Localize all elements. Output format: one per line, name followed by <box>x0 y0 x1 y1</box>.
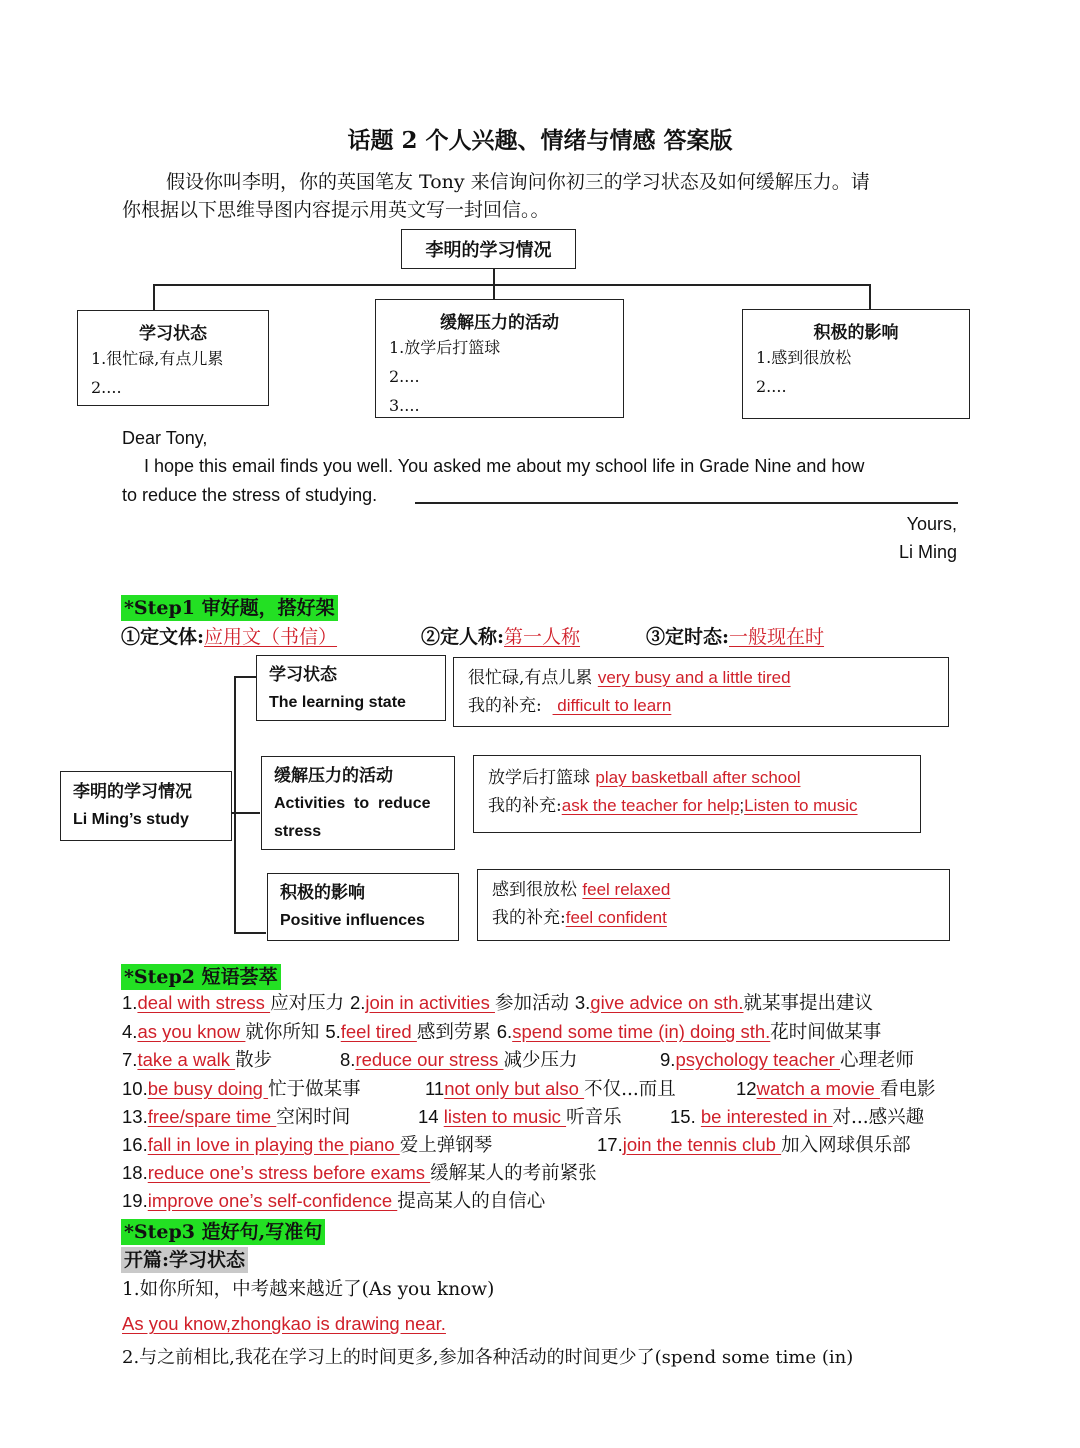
mindmap-box-influence <box>742 309 970 419</box>
given-en: feel relaxed <box>582 880 671 899</box>
phrase-part: 7. <box>122 1049 138 1070</box>
phrase-part: as you know <box>137 1021 246 1042</box>
phrase-part: give advice on sth. <box>590 992 744 1013</box>
phrase-part: not only but also <box>444 1078 585 1099</box>
letter-greeting: Dear Tony, <box>122 428 208 448</box>
add-label: 我的补充: <box>492 908 566 928</box>
phrase-part: 15. <box>670 1106 701 1127</box>
detail-node-state <box>256 655 446 721</box>
phrase-part: 16. <box>122 1134 148 1155</box>
tense-value: 一般现在时 <box>729 626 825 648</box>
step3-answer-1: As you know,zhongkao is drawing near. <box>122 1313 446 1334</box>
phrase-part: 3. <box>574 992 591 1013</box>
section-label: 开篇:学习状态 <box>121 1247 248 1273</box>
given-cn: 很忙碌,有点儿累 <box>468 668 598 688</box>
detail-answer-state <box>453 657 949 727</box>
phrase-part: 8. <box>340 1049 356 1070</box>
add-label: 我的补充: <box>488 796 562 816</box>
phrase-part: 2. <box>349 992 366 1013</box>
box-head: 积极的影响 <box>813 323 899 343</box>
phrase-item <box>122 1103 350 1133</box>
phrase-item <box>425 1075 676 1105</box>
box-line: 2.... <box>756 377 787 396</box>
genre-label: ①定文体: <box>121 626 205 648</box>
answer-added <box>492 904 935 932</box>
add-value-2: Listen to music <box>744 796 858 815</box>
phrase-part: 看电影 <box>879 1079 936 1100</box>
phrase-part: 心理老师 <box>839 1050 914 1071</box>
phrase-part: 4. <box>122 1021 138 1042</box>
phrase-part: 11 <box>425 1078 445 1099</box>
letter-closing: Yours, <box>906 514 957 534</box>
connector-horizontal <box>153 284 871 286</box>
phrase-item <box>350 992 575 1013</box>
phrase-part: 13. <box>122 1106 148 1127</box>
box-line: 1.放学后打篮球 <box>389 338 501 357</box>
phrase-part: 对...感兴趣 <box>832 1107 925 1128</box>
node-cn: 积极的影响 <box>280 883 365 903</box>
detail-node-influence <box>267 873 459 941</box>
phrase-item <box>122 992 350 1013</box>
mindmap-box-state <box>77 310 269 406</box>
phrase-part: be busy doing <box>147 1078 269 1099</box>
letter-signature: Li Ming <box>898 542 957 562</box>
phrase-part: listen to music <box>443 1106 567 1127</box>
detail-root-en: Li Ming’s study <box>73 811 189 828</box>
person-value: 第一人称 <box>504 626 581 648</box>
person-label: ②定人称: <box>421 626 505 648</box>
phrase-part: 减少压力 <box>503 1050 578 1071</box>
phrase-item <box>122 1187 545 1217</box>
answer-given <box>468 664 934 692</box>
step2-header <box>121 962 281 989</box>
bracket-top <box>234 676 256 678</box>
letter-body-2: to reduce the stress of studying. <box>122 485 378 505</box>
answer-blank-line <box>415 502 958 504</box>
phrase-item <box>736 1075 935 1105</box>
mindmap-box-activities <box>375 299 624 418</box>
phrase-part: 9. <box>660 1049 676 1070</box>
box-head: 缓解压力的活动 <box>440 313 559 333</box>
phrase-item <box>122 1131 492 1161</box>
box-head: 学习状态 <box>139 324 207 344</box>
answer-given <box>488 764 906 792</box>
phrase-part: improve one’s self-confidence <box>147 1190 398 1211</box>
node-en: Positive influences <box>280 912 425 929</box>
phrase-part: 18. <box>122 1162 148 1183</box>
phrase-item <box>660 1046 914 1076</box>
step3-section <box>121 1245 248 1272</box>
phrase-part: reduce our stress <box>355 1049 504 1070</box>
phrase-part: 提高某人的自信心 <box>397 1191 546 1212</box>
given-cn: 放学后打篮球 <box>488 768 596 788</box>
phrase-item <box>122 1049 272 1070</box>
detail-root-box <box>60 771 232 841</box>
letter-body-1: I hope this email finds you well. You asked me about my school life in Grade Nine and how <box>144 456 865 476</box>
box-line: 1.感到很放松 <box>756 348 852 367</box>
phrase-row <box>122 989 873 1019</box>
detail-answer-influence <box>477 869 950 941</box>
answer-added <box>488 792 906 820</box>
box-line: 2.... <box>389 367 420 386</box>
step1-genre <box>121 622 337 649</box>
phrase-part: 应对压力 <box>270 993 350 1014</box>
step3-question-2: 2.与之前相比,我花在学习上的时间更多,参加各种活动的时间更少了(spend some time (in) <box>122 1347 854 1368</box>
phrase-part: 10. <box>122 1078 148 1099</box>
phrase-row <box>122 1046 272 1076</box>
phrase-part: 14 <box>418 1106 444 1127</box>
mindmap-root-label: 李明的学习情况 <box>425 240 552 261</box>
detail-node-activities <box>261 756 455 850</box>
phrase-item <box>418 1103 622 1133</box>
phrase-item <box>122 1159 597 1189</box>
phrase-part: 花时间做某事 <box>770 1022 882 1043</box>
step3-question-1: 1.如你所知，中考越来越近了(As you know) <box>122 1279 495 1300</box>
phrase-part: psychology teacher <box>675 1049 840 1070</box>
phrase-item <box>122 1075 361 1105</box>
phrase-item <box>597 1131 911 1161</box>
phrase-part: 缓解某人的考前紧张 <box>430 1163 597 1184</box>
step3-label: *Step3 造好句,写准句 <box>121 1219 325 1245</box>
phrase-part: 就你所知 <box>245 1022 326 1043</box>
phrase-part: be interested in <box>700 1106 833 1127</box>
step3-header <box>121 1217 325 1244</box>
node-cn: 学习状态 <box>269 665 337 685</box>
phrase-item <box>497 1021 882 1042</box>
add-label: 我的补充: <box>468 696 553 716</box>
phrase-part: 爱上弹钢琴 <box>399 1135 493 1156</box>
bracket-bottom <box>234 932 266 934</box>
genre-value: 应用文（书信） <box>204 626 338 648</box>
node-en: Activities to reduce <box>274 795 431 812</box>
step2-label: *Step2 短语荟萃 <box>121 964 281 990</box>
box-line: 1.很忙碌,有点儿累 <box>91 349 224 368</box>
detail-root-cn: 李明的学习情况 <box>73 782 192 802</box>
connector-left-drop <box>153 284 155 311</box>
phrase-part: 6. <box>496 1021 513 1042</box>
box-line: 2.... <box>91 378 122 397</box>
phrase-part: 感到劳累 <box>416 1022 497 1043</box>
phrase-item <box>575 992 873 1013</box>
phrase-part: 1. <box>122 992 138 1013</box>
phrase-part: 空闲时间 <box>276 1107 351 1128</box>
step1-person <box>421 622 580 649</box>
phrase-part: 19. <box>122 1190 148 1211</box>
phrase-part: 参加活动 <box>494 993 575 1014</box>
phrase-part: deal with stress <box>137 992 271 1013</box>
phrase-part: 忙于做某事 <box>268 1079 361 1100</box>
mindmap-root-box <box>401 229 576 269</box>
phrase-part: spend some time (in) doing sth. <box>512 1021 771 1042</box>
detail-answer-activities <box>473 755 921 833</box>
phrase-part: 散步 <box>235 1050 273 1071</box>
add-value-1: ask the teacher for help <box>561 796 740 815</box>
phrase-part: join the tennis club <box>622 1134 782 1155</box>
phrase-part: 17. <box>597 1134 623 1155</box>
page-title: 话题 2 个人兴趣、情绪与情感 答案版 <box>347 127 733 154</box>
add-separator: ; <box>739 796 745 815</box>
answer-given <box>492 876 935 904</box>
add-value: difficult to learn <box>552 696 672 715</box>
phrase-part: 听音乐 <box>566 1107 622 1128</box>
phrase-item <box>670 1103 924 1133</box>
box-line: 3.... <box>389 396 420 415</box>
node-en: The learning state <box>269 694 406 711</box>
phrase-part: free/spare time <box>147 1106 277 1127</box>
given-en: play basketball after school <box>595 768 801 787</box>
tense-label: ③定时态: <box>646 626 730 648</box>
phrase-part: 不仅...而且 <box>584 1079 676 1100</box>
prompt-line-1: 假设你叫李明，你的英国笔友 Tony 来信询问你初三的学习状态及如何缓解压力。请 <box>166 171 870 193</box>
step1-tense <box>646 622 824 649</box>
phrase-part: take a walk <box>137 1049 236 1070</box>
phrase-item <box>340 1046 578 1076</box>
step1-label: *Step1 审好题，搭好架 <box>121 595 338 621</box>
phrase-item <box>325 1021 496 1042</box>
phrase-part: 12 <box>736 1078 757 1099</box>
bracket-vertical <box>234 676 236 934</box>
step1-header <box>121 593 338 620</box>
given-cn: 感到很放松 <box>492 880 583 900</box>
phrase-part: watch a movie <box>756 1078 880 1099</box>
add-value: feel confident <box>565 908 667 927</box>
connector-right-drop <box>869 284 871 310</box>
phrase-part: feel tired <box>340 1021 417 1042</box>
phrase-part: join in activities <box>365 992 495 1013</box>
phrase-part: reduce one’s stress before exams <box>147 1162 431 1183</box>
prompt-line-2: 你根据以下思维导图内容提示用英文写一封回信。。 <box>122 199 550 221</box>
node-en: stress <box>274 823 322 840</box>
answer-added <box>468 692 934 720</box>
phrase-row <box>122 1018 881 1048</box>
phrase-part: 加入网球俱乐部 <box>781 1135 911 1156</box>
phrase-part: 就某事提出建议 <box>743 993 874 1014</box>
phrase-part: fall in love in playing the piano <box>147 1134 400 1155</box>
given-en: very busy and a little tired <box>597 668 791 687</box>
phrase-item <box>122 1021 325 1042</box>
node-cn: 缓解压力的活动 <box>274 766 393 786</box>
phrase-part: 5. <box>325 1021 341 1042</box>
